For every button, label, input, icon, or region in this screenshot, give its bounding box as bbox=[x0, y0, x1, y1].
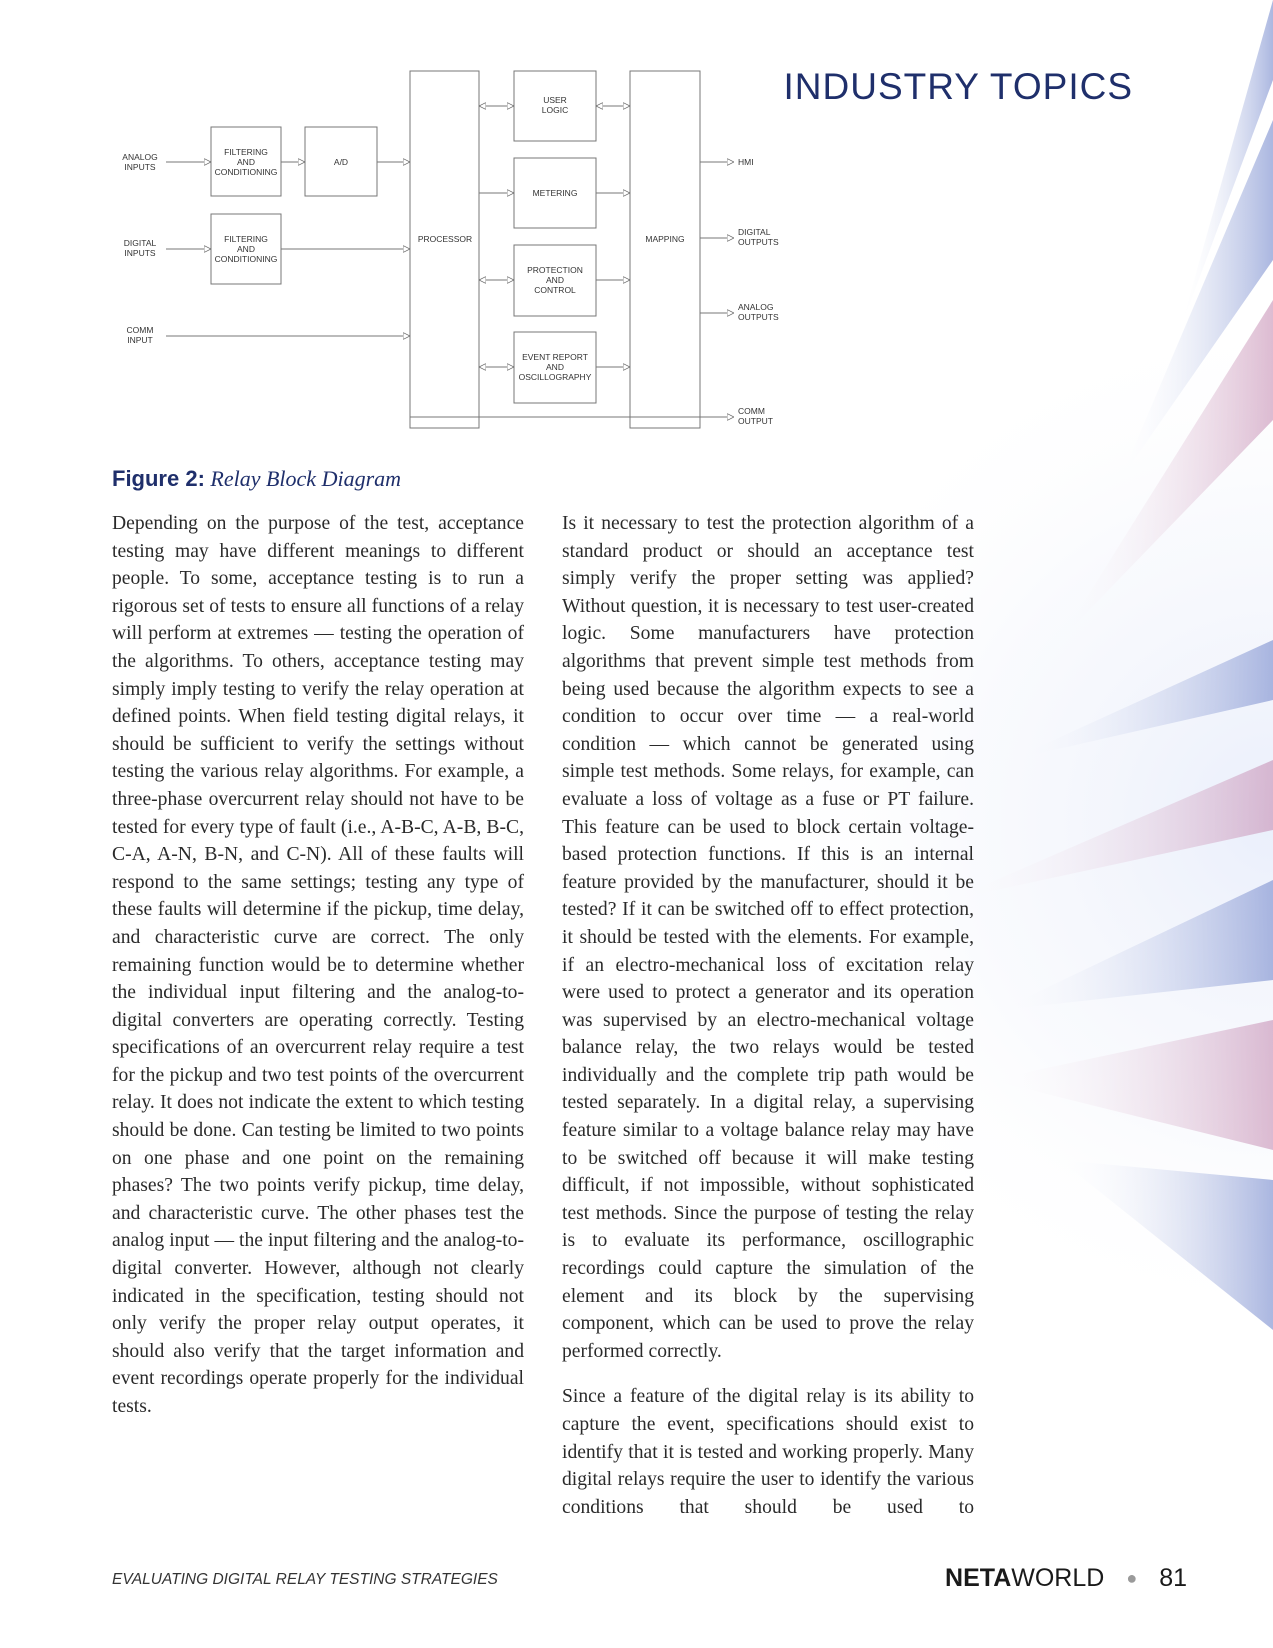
diagram-digital-outputs-l1: DIGITAL bbox=[738, 227, 771, 237]
brand-name-regular: WORLD bbox=[1011, 1564, 1105, 1592]
diagram-analog-outputs-l2: OUTPUTS bbox=[738, 312, 779, 322]
diagram-processor-label: PROCESSOR bbox=[417, 234, 473, 244]
figure-caption bbox=[112, 466, 401, 492]
diagram-protection-l3: CONTROL bbox=[534, 285, 576, 295]
figure-label: Figure 2: bbox=[112, 466, 205, 491]
brand-name-bold: NETA bbox=[945, 1564, 1012, 1592]
relay-block-diagram bbox=[112, 62, 842, 462]
diagram-comm-input-l2: INPUT bbox=[127, 335, 153, 345]
footer-brand-page bbox=[945, 1564, 1187, 1593]
body-paragraph: Is it necessary to test the protection algorithm of a standard product or should an acceptance test simply verify the proper setting was applied? Without question, it is necessary to test user-created logic. Some manufacturers have protection algorithms that prevent simple test methods from being used because the algorithm expects to see a condition to occur over time — a real-world condition — which cannot be generated using simple test methods. Some relays, for example, can evaluate a loss of voltage as a fuse or PT failure. This feature can be used to block certain voltage-based protection functions. If this is an internal feature provided by the manufacturer, should it be tested? If it can be switched off to effect protection, it should be tested with the elements. For example, if an electro-mechanical loss of excitation relay were used to protect a generator and its operation was supervised by an electro-mechanical voltage balance relay, the two relays would be tested individually and the complete trip path would be tested separately. In a digital relay, a supervising feature similar to a voltage balance relay may have to be switched off because it will make testing difficult, if not impossible, without sophisticated test methods. Since the purpose of testing the relay is to evaluate its performance, oscillographic recordings could capture the simulation of the element and its block by the supervising component, which can be used to prove the relay performed correctly. bbox=[562, 513, 974, 1362]
diagram-filter-analog-l2: AND bbox=[237, 157, 255, 167]
diagram-metering-label: METERING bbox=[532, 188, 578, 198]
diagram-hmi-label: HMI bbox=[738, 157, 754, 167]
page-number: 81 bbox=[1159, 1564, 1187, 1592]
diagram-protection-l2: AND bbox=[546, 275, 564, 285]
diagram-analog-outputs-l1: ANALOG bbox=[738, 302, 774, 312]
diagram-comm-output-l1: COMM bbox=[738, 406, 765, 416]
section-header: INDUSTRY TOPICS bbox=[783, 66, 1133, 107]
body-column-right bbox=[562, 510, 974, 1539]
body-column-left bbox=[112, 510, 524, 1439]
footer-article-title: EVALUATING DIGITAL RELAY TESTING STRATEGIES bbox=[112, 1571, 498, 1588]
diagram-digital-inputs-l2: INPUTS bbox=[124, 248, 156, 258]
diagram-user-logic-l1: USER bbox=[543, 95, 567, 105]
diagram-event-report-l3: OSCILLOGRAPHY bbox=[518, 372, 592, 382]
diagram-analog-inputs-l1: ANALOG bbox=[122, 152, 158, 162]
diagram-filter-digital-l3: CONDITIONING bbox=[214, 254, 278, 264]
diagram-filter-analog-l1: FILTERING bbox=[224, 147, 268, 157]
diagram-comm-input-l1: COMM bbox=[126, 325, 154, 335]
diagram-digital-inputs-l1: DIGITAL bbox=[123, 238, 157, 248]
processor-box bbox=[410, 71, 479, 428]
diagram-filter-digital-l2: AND bbox=[237, 244, 255, 254]
body-paragraph: Since a feature of the digital relay is its ability to capture the event, specifications should exist to identify that it is tested and working properly. Many digital relays require the user to identify the various conditions that should be used to bbox=[562, 1386, 974, 1518]
diagram-ad-label: A/D bbox=[333, 157, 349, 167]
diagram-comm-output-l2: OUTPUT bbox=[738, 416, 773, 426]
diagram-analog-inputs-l2: INPUTS bbox=[124, 162, 156, 172]
body-paragraph: Depending on the purpose of the test, acceptance testing may have different meanings to different people. To some, acceptance testing is to run a rigorous set of tests to ensure all functions of a relay will perform at extremes — testing the operation of the algorithms. To others, acceptance testing may simply imply testing to verify the relay operation at defined points. When field testing digital relays, it should be sufficient to verify the settings without testing the various relay algorithms. For example, a three-phase overcurrent relay should not have to be tested for every type of fault (i.e., A-B-C, A-B, B-C, C-A, A-N, B-N, and C-N). All of these faults will respond to the same settings; testing any type of these faults will determine if the pickup, time delay, and characteristic curve are correct. The only remaining function would be to determine whether the individual input filtering and the analog-to-digital converters are operating correctly. Testing specifications of an overcurrent relay require a test for the pickup and two test points of the overcurrent relay. It does not indicate the extent to which testing should be done. Can testing be limited to two points on one phase and one point on the remaining phases? The two points verify pickup, time delay, and characteristic curve. The other phases test the analog input — the input filtering and the analog-to-digital converter. However, although not clearly indicated in the specification, testing should not only verify the proper relay output operates, it should also verify that the target information and event recordings operate properly for the individual tests. bbox=[112, 513, 524, 1417]
diagram-event-report-l2: AND bbox=[546, 362, 564, 372]
diagram-filter-analog-l3: CONDITIONING bbox=[214, 167, 278, 177]
bullet-separator-icon: ● bbox=[1126, 1568, 1138, 1588]
mapping-box bbox=[630, 71, 700, 428]
diagram-event-report-l1: EVENT REPORT bbox=[522, 352, 588, 362]
figure-title: Relay Block Diagram bbox=[210, 466, 402, 491]
diagram-digital-outputs-l2: OUTPUTS bbox=[738, 237, 779, 247]
diagram-mapping-label: MAPPING bbox=[645, 234, 685, 244]
diagram-protection-l1: PROTECTION bbox=[527, 265, 583, 275]
diagram-user-logic-l2: LOGIC bbox=[541, 105, 569, 115]
diagram-filter-digital-l1: FILTERING bbox=[224, 234, 268, 244]
